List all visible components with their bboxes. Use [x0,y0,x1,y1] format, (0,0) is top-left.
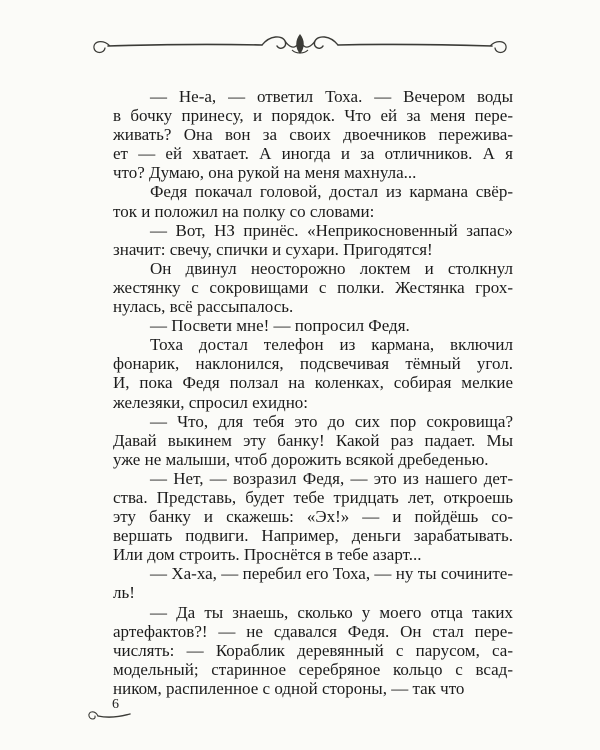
text-line: Тоха достал телефон из кармана, включил [150,335,513,355]
text-line: — Посвети мне! — попросил Федя. [150,316,410,336]
paragraph [113,87,513,182]
paragraph [113,259,513,316]
text-line: эту банку и скажешь: «Эх!» — и пойдёшь со- [113,507,513,527]
paragraph [113,316,513,335]
text-line: Или дом строить. Проснётся в тебе азарт... [113,545,422,565]
text-line: артефактов?! — не сдавался Федя. Он стал пере- [113,621,513,641]
text-line: — Ха-ха, — перебил его Тоха, — ну ты сочините- [150,564,513,584]
paragraph [113,603,513,698]
text-line: в бочку принесу, и порядок. Что ей за меня пере- [113,106,513,126]
text-line: ства. Представь, будет тебе тридцать лет, откроешь [113,487,513,507]
text-line: живать? Она вон за своих двоечников пережива- [113,125,513,145]
paragraph [113,469,513,564]
header-ornament [0,20,600,70]
paragraph [113,412,513,469]
text-line: И, пока Федя ползал на коленках, собирая мелкие [113,373,513,393]
text-line: что? Думаю, она рукой на меня махнула... [113,163,417,183]
paragraph [113,221,513,259]
text-line: значит: свечу, спички и сухари. Пригодятся! [113,239,433,259]
page-number-ornament [86,707,136,723]
text-line: ником, распиленное с одной стороны, — так что [113,678,465,698]
text-line: Давай выкинем эту банку! Какой раз падает. Мы [113,430,513,450]
text-line: фонарик, наклонился, подсвечивая тёмный угол. [113,354,513,374]
text-line: железяки, спросил ехидно: [113,392,309,412]
paragraph [113,335,513,411]
text-line: — Что, для тебя это до сих пор сокровища? [150,411,513,431]
body-text [113,87,513,698]
text-line: Он двинул неосторожно локтем и столкнул [150,258,513,278]
text-line: Федя покачал головой, достал из кармана свёр- [150,182,513,202]
text-line: модельный; старинное серебряное кольцо с всад- [113,659,513,679]
text-line: — Да ты знаешь, сколько у моего отца таких [150,602,513,622]
text-line: ль! [113,583,135,603]
text-line: числять: — Кораблик деревянный с парусом, са- [113,640,513,660]
text-line: — Не-а, — ответил Тоха. — Вечером воды [150,87,513,106]
text-line: — Нет, — возразил Федя, — это из нашего дет- [150,468,513,488]
text-line: жестянку с сокровищами с полки. Жестянка грох- [113,277,513,297]
text-line: ток и положил на полку со словами: [113,201,375,221]
text-line: нулась, всё рассыпалось. [113,297,294,317]
text-line: уже не малыши, чтоб дорожить всякой дребеденью. [113,449,489,469]
text-line: ет — ей хватает. А иногда и за отличников. А я [113,144,513,164]
paragraph [113,564,513,602]
paragraph [113,182,513,220]
page-number: 6 [112,697,119,712]
text-line: — Вот, НЗ принёс. «Неприкосновенный запас» [150,220,513,240]
text-line: вершать подвиги. Например, деньги зарабатывать. [113,526,513,546]
